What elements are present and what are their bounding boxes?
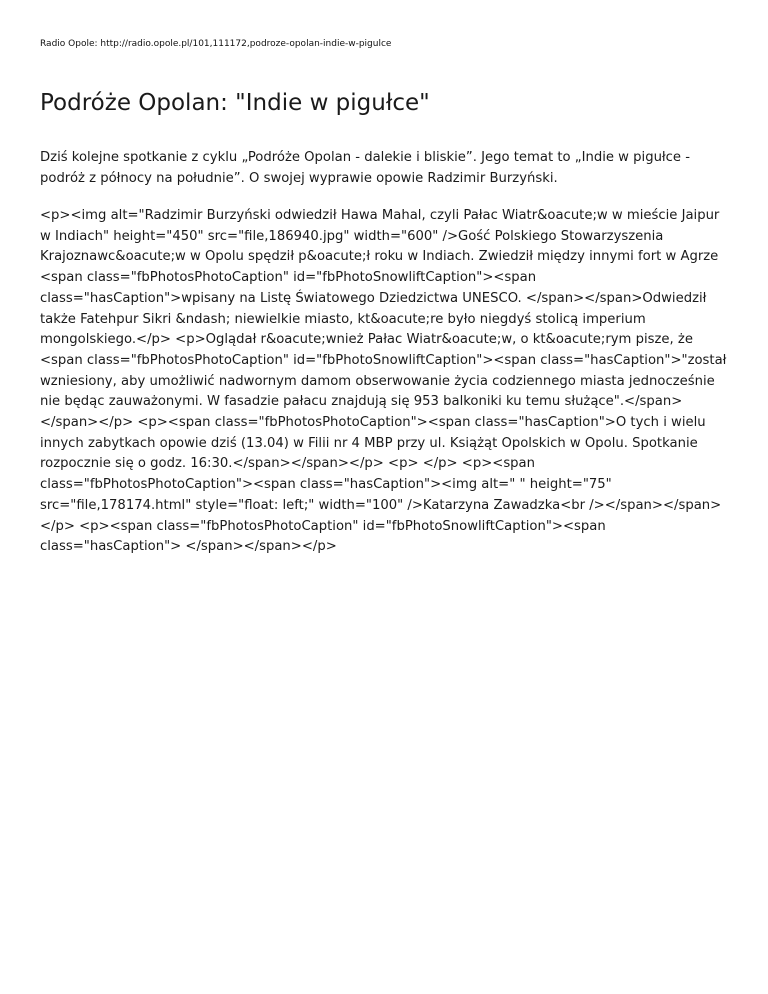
page-title: Podróże Opolan: "Indie w pigułce" xyxy=(40,90,430,116)
article-body: <p><img alt="Radzimir Burzyński odwiedził Hawa Mahal, czyli Pałac Wiatr&oacute;w w mieście Jaipur w Indiach" height="450" src="file,186940.jpg" width="600" />Gość Polskiego Stowarzyszenia Krajoznawc&oacute;w w Opolu spędził p&oacute;ł roku w Indiach. Zwiedził między innymi fort w Agrze <span class="fbPhotosPhotoCaption" id="fbPhotoSnowliftCaption"><span class="hasCaption">wpisany na Listę Światowego Dziedzictwa UNESCO. </span></span>Odwiedził także Fatehpur Sikri &ndash; niewielkie miasto, kt&oacute;re było niegdyś stolicą imperium mongolskiego.</p> <p>Oglądał r&oacute;wnież Pałac Wiatr&oacute;w, o kt&oacute;rym pisze, że <span class="fbPhotosPhotoCaption" id="fbPhotoSnowliftCaption"><span class="hasCaption">"został wzniesiony, aby umożliwić nadwornym damom obserwowanie życia codziennego miasta jednocześnie nie będąc zauważonymi. W fasadzie pałacu znajdują się 953 balkoniki ku temu służące".</span></span></p> <p><span class="fbPhotosPhotoCaption"><span class="hasCaption">O tych i wielu innych zabytkach opowie dziś (13.04) w Filii nr 4 MBP przy ul. Książąt Opolskich w Opolu. Spotkanie rozpocznie się o godz. 16:30.</span></span></p> <p> </p> <p><span class="fbPhotosPhotoCaption"><span class="hasCaption"><img alt=" " height="75" src="file,178174.html" style="float: left;" width="100" />Katarzyna Zawadzka<br /></span></span></p> <p><span class="fbPhotosPhotoCaption" id="fbPhotoSnowliftCaption"><span class="hasCaption"> </span></span></p> xyxy=(40,208,727,555)
source-line: Radio Opole: http://radio.opole.pl/101,111172,podroze-opolan-indie-w-pigulce xyxy=(40,39,392,49)
intro-paragraph: Dziś kolejne spotkanie z cyklu „Podróże Opolan - dalekie i bliskie”. Jego temat to „Indie w pigułce - podróż z północy na południe”. O swojej wyprawie opowie Radzimir Burzyński. xyxy=(40,150,690,186)
